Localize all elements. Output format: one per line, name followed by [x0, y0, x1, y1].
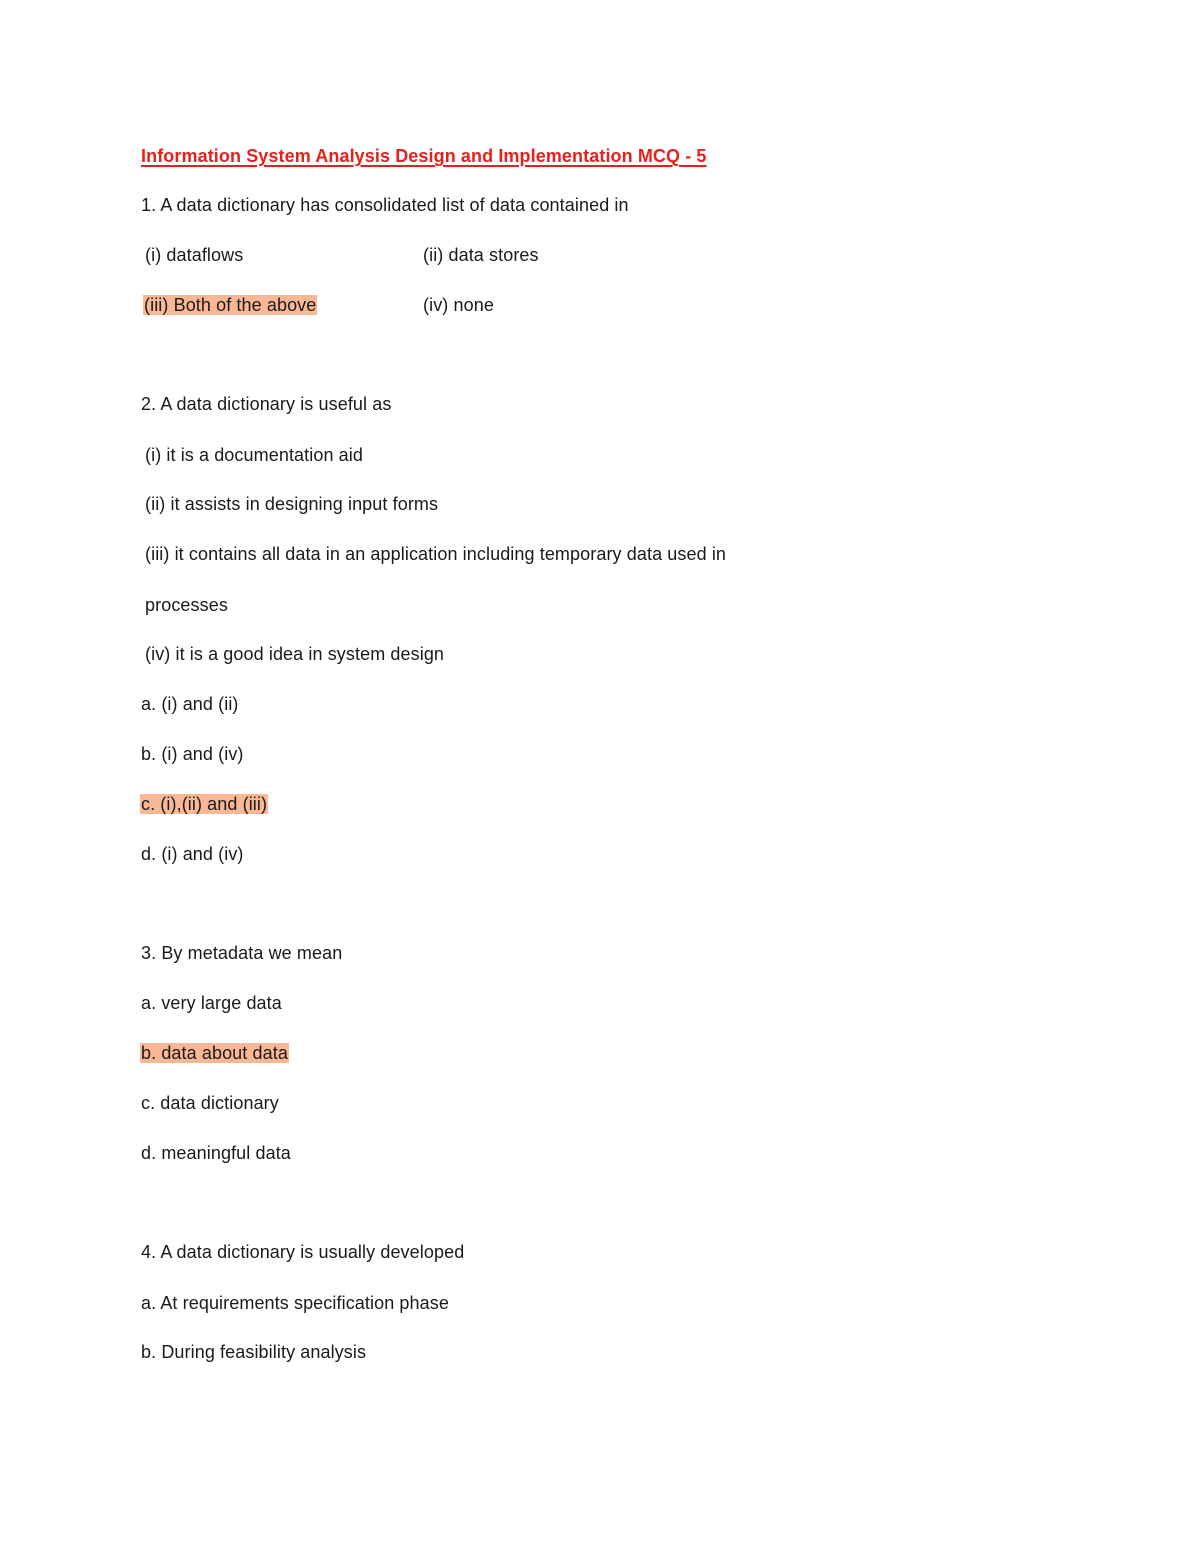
q2-statement-iii: (iii) it contains all data in an application including temporary data used in	[145, 544, 727, 564]
q3-option-a: a. very large data	[141, 993, 282, 1013]
q2-option-a: a. (i) and (ii)	[141, 694, 239, 714]
q2-statement-iii-continued: processes	[145, 595, 228, 615]
q3-option-c: c. data dictionary	[141, 1093, 279, 1113]
question-2: 2. A data dictionary is useful as	[141, 394, 392, 414]
q4-option-b: b. During feasibility analysis	[141, 1342, 367, 1362]
q1-option-iii-answer	[143, 294, 317, 316]
answer-highlight: (iii) Both of the above	[144, 295, 317, 315]
q1-option-ii: (ii) data stores	[423, 245, 539, 265]
q2-statement-i: (i) it is a documentation aid	[145, 445, 364, 465]
q2-option-d: d. (i) and (iv)	[141, 844, 244, 864]
answer-highlight: c. (i),(ii) and (iii)	[141, 794, 268, 814]
question-4: 4. A data dictionary is usually developed	[141, 1242, 465, 1262]
question-3: 3. By metadata we mean	[141, 943, 343, 963]
answer-highlight: b. data about data	[141, 1043, 288, 1063]
document-title: Information System Analysis Design and Implementation MCQ - 5	[141, 146, 707, 166]
q1-option-iv: (iv) none	[423, 295, 494, 315]
q2-statement-iv: (iv) it is a good idea in system design	[145, 644, 445, 664]
q4-option-a: a. At requirements specification phase	[141, 1293, 449, 1313]
q1-option-i: (i) dataflows	[145, 245, 244, 265]
q2-statement-ii: (ii) it assists in designing input forms	[145, 494, 439, 514]
q3-option-d: d. meaningful data	[141, 1143, 291, 1163]
q3-option-b-answer	[140, 1042, 289, 1064]
q2-option-c-answer	[140, 793, 268, 815]
question-1: 1. A data dictionary has consolidated list of data contained in	[141, 195, 629, 215]
q2-option-b: b. (i) and (iv)	[141, 744, 244, 764]
